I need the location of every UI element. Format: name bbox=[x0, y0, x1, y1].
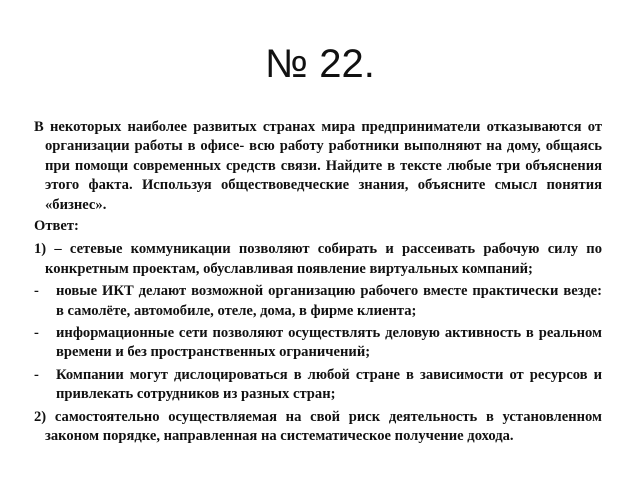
answer-item-1: 1) – сетевые коммуникации позволяют собирать и рассеивать рабочую силу по конкретным проектам, обуславливая появление виртуальных компаний; bbox=[34, 241, 602, 277]
slide-body bbox=[34, 118, 602, 450]
question-text: В некоторых наиболее развитых странах мира предприниматели отказываются от организации работы в офисе- всю работу работники выполняют на дому, общаясь при помощи современных средств связи. Найдите в тексте любые три объяснения этого факта. Используя обществоведческие знания, объясните смысл понятия «бизнес». bbox=[34, 119, 602, 213]
bullet-dash-icon: - bbox=[34, 366, 39, 383]
slide-title: № 22. bbox=[265, 42, 375, 86]
answer-bullet bbox=[34, 366, 602, 405]
bullet-text: Компании могут дислоцироваться в любой стране в зависимости от ресурсов и привлекать сотрудников из разных стран; bbox=[56, 366, 602, 403]
answer-item-2: 2) самостоятельно осуществляемая на свой риск деятельность в установленном законом порядке, направленная на систематическое получение дохода. bbox=[34, 408, 602, 445]
bullet-text: новые ИКТ делают возможной организацию рабочего вместе практически везде: в самолёте, автомобиле, отеле, дома, в фирме клиента; bbox=[56, 283, 602, 319]
bullet-dash-icon: - bbox=[34, 283, 39, 300]
answer-bullet bbox=[34, 324, 602, 363]
bullet-dash-icon: - bbox=[34, 325, 39, 342]
answer-label: Ответ: bbox=[34, 218, 79, 235]
answer-bullet bbox=[34, 282, 602, 321]
bullet-text: информационные сети позволяют осуществлять деловую активность в реальном времени и без пространственных ограничений; bbox=[56, 325, 602, 361]
